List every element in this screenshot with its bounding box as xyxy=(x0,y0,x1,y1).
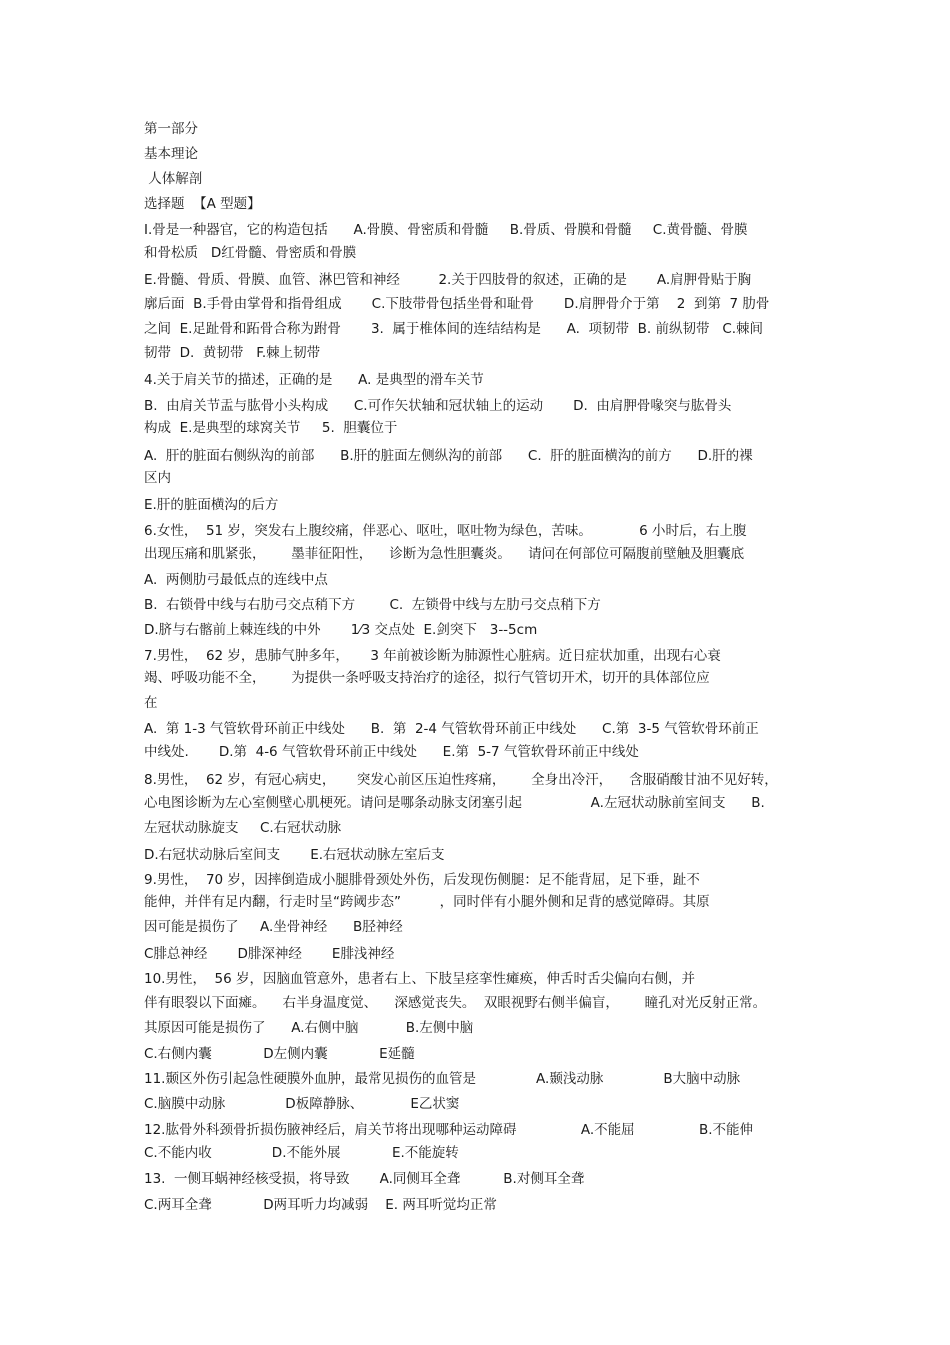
text-line: 和骨松质 D红骨髓、骨密质和骨膜 xyxy=(144,245,357,261)
text-line: 11.颞区外伤引起急性硬膜外血肿，最常见损伤的血管是 A.颞浅动脉 B大脑中动脉 xyxy=(144,1071,741,1087)
text-line: 13. 一侧耳蜗神经核受损，将导致 A.同侧耳全聋 B.对侧耳全聋 xyxy=(144,1171,585,1187)
text-line: 廓后面 B.手骨由掌骨和指骨组成 C.下肢带骨包括坐骨和耻骨 D.肩胛骨介于第 2 到第 7 肋骨 xyxy=(144,296,770,312)
text-line: 7.男性， 62 岁，患肺气肿多年， 3 年前被诊断为肺源性心脏病。近日症状加重，出现右心衰 xyxy=(144,648,721,664)
text-line: A. 肝的脏面右侧纵沟的前部 B.肝的脏面左侧纵沟的前部 C. 肝的脏面横沟的前方 D.肝的裸 xyxy=(144,448,753,464)
part-heading: 第一部分 xyxy=(144,121,198,137)
question-type-heading: 选择题 【A 型题】 xyxy=(144,196,261,212)
text-line: 12.肱骨外科颈骨折损伤腋神经后，肩关节将出现哪种运动障碍 A.不能屈 B.不能伸 xyxy=(144,1122,754,1138)
text-line: B. 右锁骨中线与右肋弓交点稍下方 C. 左锁骨中线与左肋弓交点稍下方 xyxy=(144,597,601,613)
text-line: C腓总神经 D腓深神经 E腓浅神经 xyxy=(144,946,395,962)
text-line: 心电图诊断为左心室侧壁心肌梗死。请问是哪条动脉支闭塞引起 A.左冠状动脉前室间支 B. xyxy=(144,795,765,811)
text-line: 中线处. D.第 4-6 气管软骨环前正中线处 E.第 5-7 气管软骨环前正中线处 xyxy=(144,744,639,760)
text-line: B. 由肩关节盂与肱骨小头构成 C.可作矢状轴和冠状轴上的运动 D. 由肩胛骨喙突与肱骨头 xyxy=(144,398,732,414)
text-line: C.两耳全聋 D两耳听力均减弱 E. 两耳听觉均正常 xyxy=(144,1197,497,1213)
text-line: 能伸，并伴有足内翻，行走时呈“跨阈步态” ，同时伴有小腿外侧和足背的感觉障碍。其原 xyxy=(144,894,710,910)
text-line: C.右侧内囊 D左侧内囊 E延髓 xyxy=(144,1046,415,1062)
text-line: I.骨是一种器官，它的构造包括 A.骨膜、骨密质和骨髓 B.骨质、骨膜和骨髓 C.黄骨髓、骨膜 xyxy=(144,222,748,238)
text-line: 8.男性， 62 岁，有冠心病史， 突发心前区压迫性疼痛， 全身出冷汗， 含服硝酸甘油不见好转， xyxy=(144,772,778,788)
text-line: 构成 E.是典型的球窝关节 5. 胆囊位于 xyxy=(144,420,398,436)
text-line: 6.女性， 51 岁，突发右上腹绞痛，伴恶心、呕吐，呕吐物为绿色，苦味。 6 小时后，右上腹 xyxy=(144,523,747,539)
subject-heading: 人体解剖 xyxy=(144,171,203,187)
text-line: 出现压痛和肌紧张， 墨菲征阳性， 诊断为急性胆囊炎。 请问在何部位可隔腹前壁触及胆囊底 xyxy=(144,546,745,562)
text-line: D.右冠状动脉后室间支 E.右冠状动脉左室后支 xyxy=(144,847,445,863)
text-line: 左冠状动脉旋支 C.右冠状动脉 xyxy=(144,820,342,836)
text-line: 伴有眼裂以下面瘫。 右半身温度觉、 深感觉丧失。 双眼视野右侧半偏盲， 瞳孔对光反射正常。 xyxy=(144,995,767,1011)
text-line: 区内 xyxy=(144,470,171,486)
text-line: 因可能是损伤了 A.坐骨神经 B胫神经 xyxy=(144,919,403,935)
text-line: 其原因可能是损伤了 A.右侧中脑 B.左侧中脑 xyxy=(144,1020,474,1036)
text-line: 10.男性， 56 岁，因脑血管意外，患者右上、下肢呈痉挛性瘫痪，伸舌时舌尖偏向右侧，并 xyxy=(144,971,696,987)
text-line: 在 xyxy=(144,695,158,711)
text-line: A. 两侧肋弓最低点的连线中点 xyxy=(144,572,328,588)
text-line: E.骨髓、骨质、骨膜、血管、淋巴管和神经 2.关于四肢骨的叙述，正确的是 A.肩胛骨贴于胸 xyxy=(144,272,752,288)
text-line: 9.男性， 70 岁，因摔倒造成小腿腓骨颈处外伤，后发现伤侧腿：足不能背屈，足下垂，趾不 xyxy=(144,872,700,888)
text-line: A. 第 1-3 气管软骨环前正中线处 B. 第 2-4 气管软骨环前正中线处 C.第 3-5 气管软骨环前正 xyxy=(144,721,759,737)
text-line: E.肝的脏面横沟的后方 xyxy=(144,497,279,513)
text-line: D.脐与右髂前上棘连线的中外 1⁄3 交点处 E.剑突下 3--5cm xyxy=(144,622,538,638)
text-line: C.不能内收 D.不能外展 E.不能旋转 xyxy=(144,1145,459,1161)
text-line: 韧带 D. 黄韧带 F.棘上韧带 xyxy=(144,345,321,361)
text-line: 竭、呼吸功能不全， 为提供一条呼吸支持治疗的途径，拟行气管切开术，切开的具体部位应 xyxy=(144,670,710,686)
text-line: 之间 E.足趾骨和跖骨合称为跗骨 3. 属于椎体间的连结结构是 A. 项韧带 B. 前纵韧带 C.棘间 xyxy=(144,321,764,337)
section-heading: 基本理论 xyxy=(144,146,198,162)
text-line: 4.关于肩关节的描述，正确的是 A. 是典型的滑车关节 xyxy=(144,372,484,388)
text-line: C.脑膜中动脉 D板障静脉、 E乙状窦 xyxy=(144,1096,460,1112)
